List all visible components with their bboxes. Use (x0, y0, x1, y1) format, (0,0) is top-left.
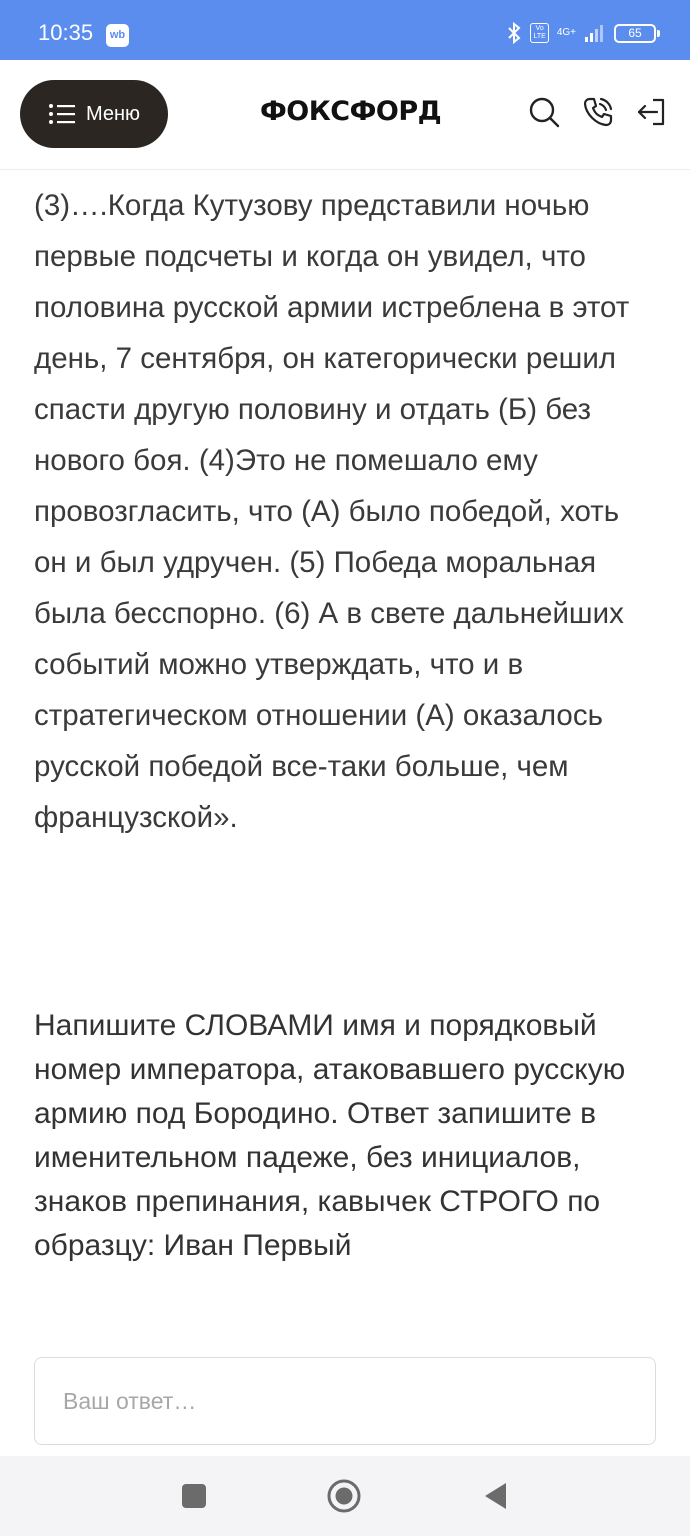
network-type: 4G+ (556, 27, 576, 38)
task-passage: (3)….Когда Кутузову представили ночью первые подсчеты и когда он увидел, что половина русской армии истреблена в этот день, 7 сентября, он категорически решил спасти другую половину и отдать (Б) без нового боя. (4)Это не помешало ему провозгласить, что (А) было победой, хоть он и был удручен. (5) Победа моральная была бесспорно. (6) А в свете дальнейших событий можно утверждать, что и в стратегическом отношении (А) оказалось русской победой все-таки больше, чем французской». (34, 189, 630, 834)
battery-icon: 65 (614, 24, 656, 43)
status-indicators (506, 20, 656, 46)
app-header (0, 60, 690, 170)
search-icon[interactable] (528, 96, 560, 128)
menu-label: Меню (85, 102, 141, 125)
system-nav-bar (0, 1456, 690, 1536)
bluetooth-icon (506, 21, 522, 45)
status-time: 10:35 (38, 20, 94, 45)
task-question: Напишите СЛОВАМИ имя и порядковый номер императора, атаковавшего русскую армию под Бородино. Ответ запишите в именительном падеже, без инициалов, знаков препинания, кавычек СТРОГО по образцу: Иван Первый (34, 1009, 626, 1262)
menu-icon (48, 103, 76, 125)
status-bar (0, 0, 690, 60)
foxford-logo[interactable]: ФОКСФОРД (260, 96, 442, 127)
login-icon[interactable] (636, 96, 668, 128)
wb-app-icon: wb (106, 24, 129, 47)
back-icon[interactable] (478, 1478, 514, 1514)
answer-input[interactable] (34, 1357, 656, 1445)
menu-button[interactable] (20, 80, 168, 148)
recents-icon[interactable] (176, 1478, 212, 1514)
volte-icon: Vo LTE (530, 23, 548, 43)
home-icon[interactable] (326, 1478, 362, 1514)
signal-icon (584, 23, 606, 43)
phone-icon[interactable] (582, 96, 614, 128)
